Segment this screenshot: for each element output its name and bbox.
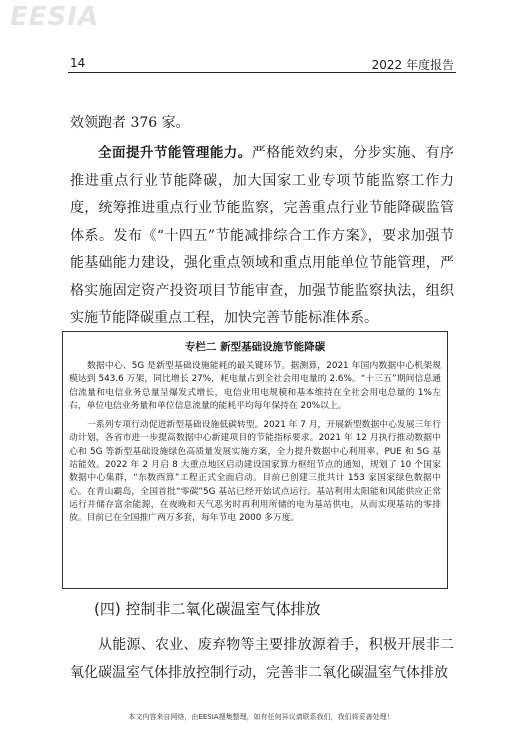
- box-paragraph-1: 数据中心、5G 是新型基础设施能耗的最关键环节。据测算，2021 年国内数据中心机架规模达到 543.6 万架，同比增长 27%，耗电量占到全社会用电量的 2.6%。“十三五”期间信息通信流量和电信业务总量呈爆发式增长，电信业用电规模和基本维持在全社会用电总量的 1%左右，单位电信业务量和单位信息流量的能耗平均每年保持在 20%以上。: [69, 361, 441, 411]
- sidebar-box: [62, 331, 448, 589]
- box-paragraph-2: 一系列专项行动促进新型基础设施低碳转型。2021 年 7 月，开展新型数据中心发展三年行动计划，各省市进一步提高数据中心新建项目的节能指标要求。2021 年 12 月执行推动数据中心和 5G 等新型基础设施绿色高质量发展实施方案，全力提升数据中心利用率、PUE 和 5G 基站能效。2022 年 2 月启 8 大重点地区启动建设国家算力枢纽节点的通知，规划了 10 个国家数据中心集群，“东数西算”工程正式全面启动。目前已创建三批共计 153 家国家绿色数据中心。在青山霸岛，全国首批“零碳”5G 基站已经开始试点运行。基站利用太阳能和风能供应正常运行并储存富余能源，在夜晚和天气恶劣时再利用所储的电为基站供电，从而实现基站的零排放。目前已在全国推广两万多套，每年节电 2000 多万度。: [69, 420, 441, 524]
- box-title: 专栏二 新型基础设施节能降碳: [184, 341, 326, 353]
- paragraph-energy-management: [70, 140, 454, 333]
- page-number: 14: [70, 56, 86, 70]
- paragraph-non-co2: 从能源、农业、废弃物等主要排放源着手，积极开展非二氧化碳温室气体排放控制行动，完善非二氧化碳温室气体排放: [70, 637, 454, 681]
- eesia-logo: EESIA: [10, 2, 100, 32]
- header-rule: [68, 72, 456, 73]
- report-title: 2022 年度报告: [371, 58, 454, 72]
- paragraph-body: 严格能效约束，分步实施、有序推进重点行业节能降碳，加大国家工业专项节能监察工作力度，统筹推进重点行业节能监察，完善重点行业节能降碳监管体系。发布《“十四五”节能减排综合工作方案》，要求加强节能基础能力建设，强化重点领域和重点用能单位节能管理，严格实施固定资产投资项目节能审查，加强节能监察执法，组织实施节能降碳重点工程，加快完善节能标准体系。: [70, 145, 455, 326]
- paragraph-lead-bold: 全面提升节能管理能力。: [98, 145, 252, 161]
- paragraph-continuation: 效领跑者 376 家。: [70, 115, 190, 131]
- section-heading: (四) 控制非二氧化碳温室气体排放: [94, 600, 321, 618]
- footer-disclaimer: 本文内容来自网络，由EESIA搜集整理，如有任何异议请联系我们，我们将妥善处理！: [128, 713, 394, 721]
